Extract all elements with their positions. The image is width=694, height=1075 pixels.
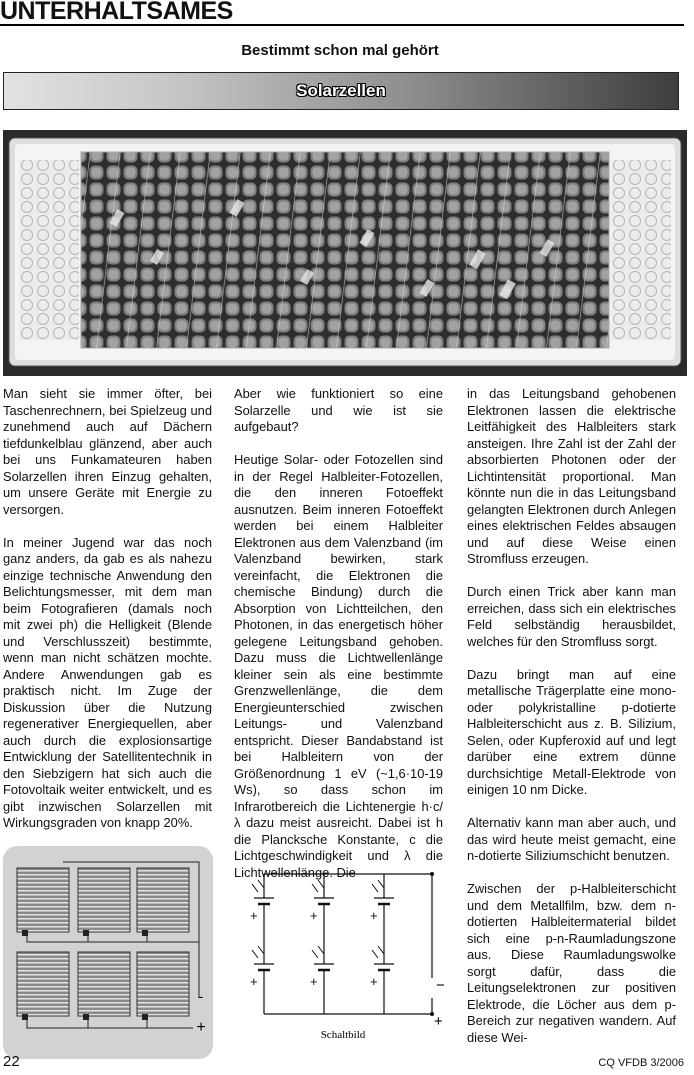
paragraph: Alternativ kann man aber auch, und das wird heute meist gemacht, eine n-dotierte Siliziumschicht benutzen. [467,815,676,863]
paragraph: Man sieht sie immer öfter, bei Taschenrechnern, bei Spielzeug und zunehmend auch auf Dächern tiefdunkelblau glänzend, aber auch bei uns Funkamateuren haben Solarzellen ihren Einzug gehalten, um unsere Geräte mit Energie zu versorgen. [3,386,212,517]
section-title: UNTERHALTSAMES [0,0,233,25]
paragraph: In meiner Jugend war das noch ganz anders, da gab es als nahezu einzige technische Anwendung den Belichtungsmesser, mit dem man beim Fotografieren (damals noch mit zwei ph) die Helligkeit (Blende und Verschlusszeit) bestimmte, wenn man nicht schätzen mochte. Andere Anwendungen gab es praktisch nicht. Im Zuge der Diskussion über die Nutzung regenerativer Energiequellen, aber auch durch die explosionsartige Entwicklung der Satellitentechnik in den Siebzigern hat sich auch die Fotovoltaik weiter entwickelt, und es gibt inzwischen Solarzellen mit Wirkungsgraden von knapp 20%. [3,534,212,830]
paragraph: Heutige Solar- oder Fotozellen sind in der Regel Halbleiter-Fotozellen, die den inneren Fotoeffekt ausnutzen. Beim inneren Fotoeffekt werden bei einem Halbleiter Elektronen aus dem Valenzband (im Valenzband bewirken, stark vereinfacht, die Elektronen die chemische Bindung) durch die Absorption von Lichtteilchen, den Photonen, in das energetisch höher gelegene Leitungsband gehoben. Dazu muss die Lichtwellenlänge kleiner sein als eine bestimmte Grenzwellenlänge, die dem Energieunterschied zwischen Leitungs- und Valenzband entspricht. Dieser Bandabstand ist bei Halbleitern von der Größenordnung 1 eV (~1,6·10-19 Ws), so dass schon im Infrarotbereich die Lichtenergie h·c/λ dazu meist ausreicht. Dabei ist h die Plancksche Konstante, c die Lichtgeschwindigkeit und λ die Lichtwellenlänge. Die [234,452,443,880]
paragraph: Zwischen der p-Halbleiterschicht und dem Metallfilm, bzw. dem n-dotierten Halbleitermaterial bildet sich eine p-n-Raumladungszone aus. Diese Raumladungswolke sorgt dafür, dass die Leitungselektronen zur positiven Elektrode, die Löcher aus dem p-Bereich zur negativen wandern. Auf diese Wei- [467,881,676,1045]
paragraph: Durch einen Trick aber kann man erreichen, dass sich ein elektrisches Feld selbständig herausbildet, welches für den Stromfluss sorgt. [467,584,676,649]
solar-module-illustration [3,846,213,1059]
section-header [0,0,694,26]
title-banner [3,72,679,110]
svg-text:+: + [310,974,318,989]
svg-text:+: + [250,908,258,923]
svg-text:+: + [370,974,378,989]
paragraph: in das Leitungsband gehobenen Elektronen lassen die elektrische Leitfähigkeit des Halbleiters stark ansteigen. Ihre Zahl ist der Zahl der absorbierten Photonen oder der Lichtintensität proportional. Man könnte nun die in das Leitungsband gelangten Elektronen durch Anlegen eines elektrischen Feldes absaugen und auf diese Weise einen Stromfluss erzeugen. [467,386,676,566]
page-number: 22 [3,1053,20,1070]
circuit-minus-label: − [436,977,445,994]
text-column-2 [234,386,443,898]
paragraph: Aber wie funktioniert so eine Solarzelle und wie ist sie aufgebaut? [234,386,443,434]
paragraph: Dazu bringt man auf eine metallische Trägerplatte eine mono- oder polykristalline p-dotierte Halbleiterschicht aus z. B. Silizium, Selen, oder Kupferoxid auf und legt darüber eine extrem dünne durchsichtige Metall-Elektrode von einigen 10 nm Dicke. [467,666,676,797]
text-column-3 [467,386,676,1063]
svg-text:+: + [250,974,258,989]
circuit-diagram [236,858,450,1044]
article-title: Solarzellen [296,81,386,100]
svg-text:+: + [370,908,378,923]
svg-text:+: + [310,908,318,923]
article-subtitle: Bestimmt schon mal gehört [241,42,439,59]
circuit-caption: Schaltbild [320,1029,366,1041]
journal-issue: CQ VFDB 3/2006 [598,1057,684,1069]
header-rule [0,24,684,26]
solar-panel-photo [3,130,687,376]
module-plus-label: + [196,1019,206,1036]
text-column-1 [3,386,212,848]
circuit-plus-label: + [434,1013,443,1030]
module-minus-label: - [198,988,204,1004]
